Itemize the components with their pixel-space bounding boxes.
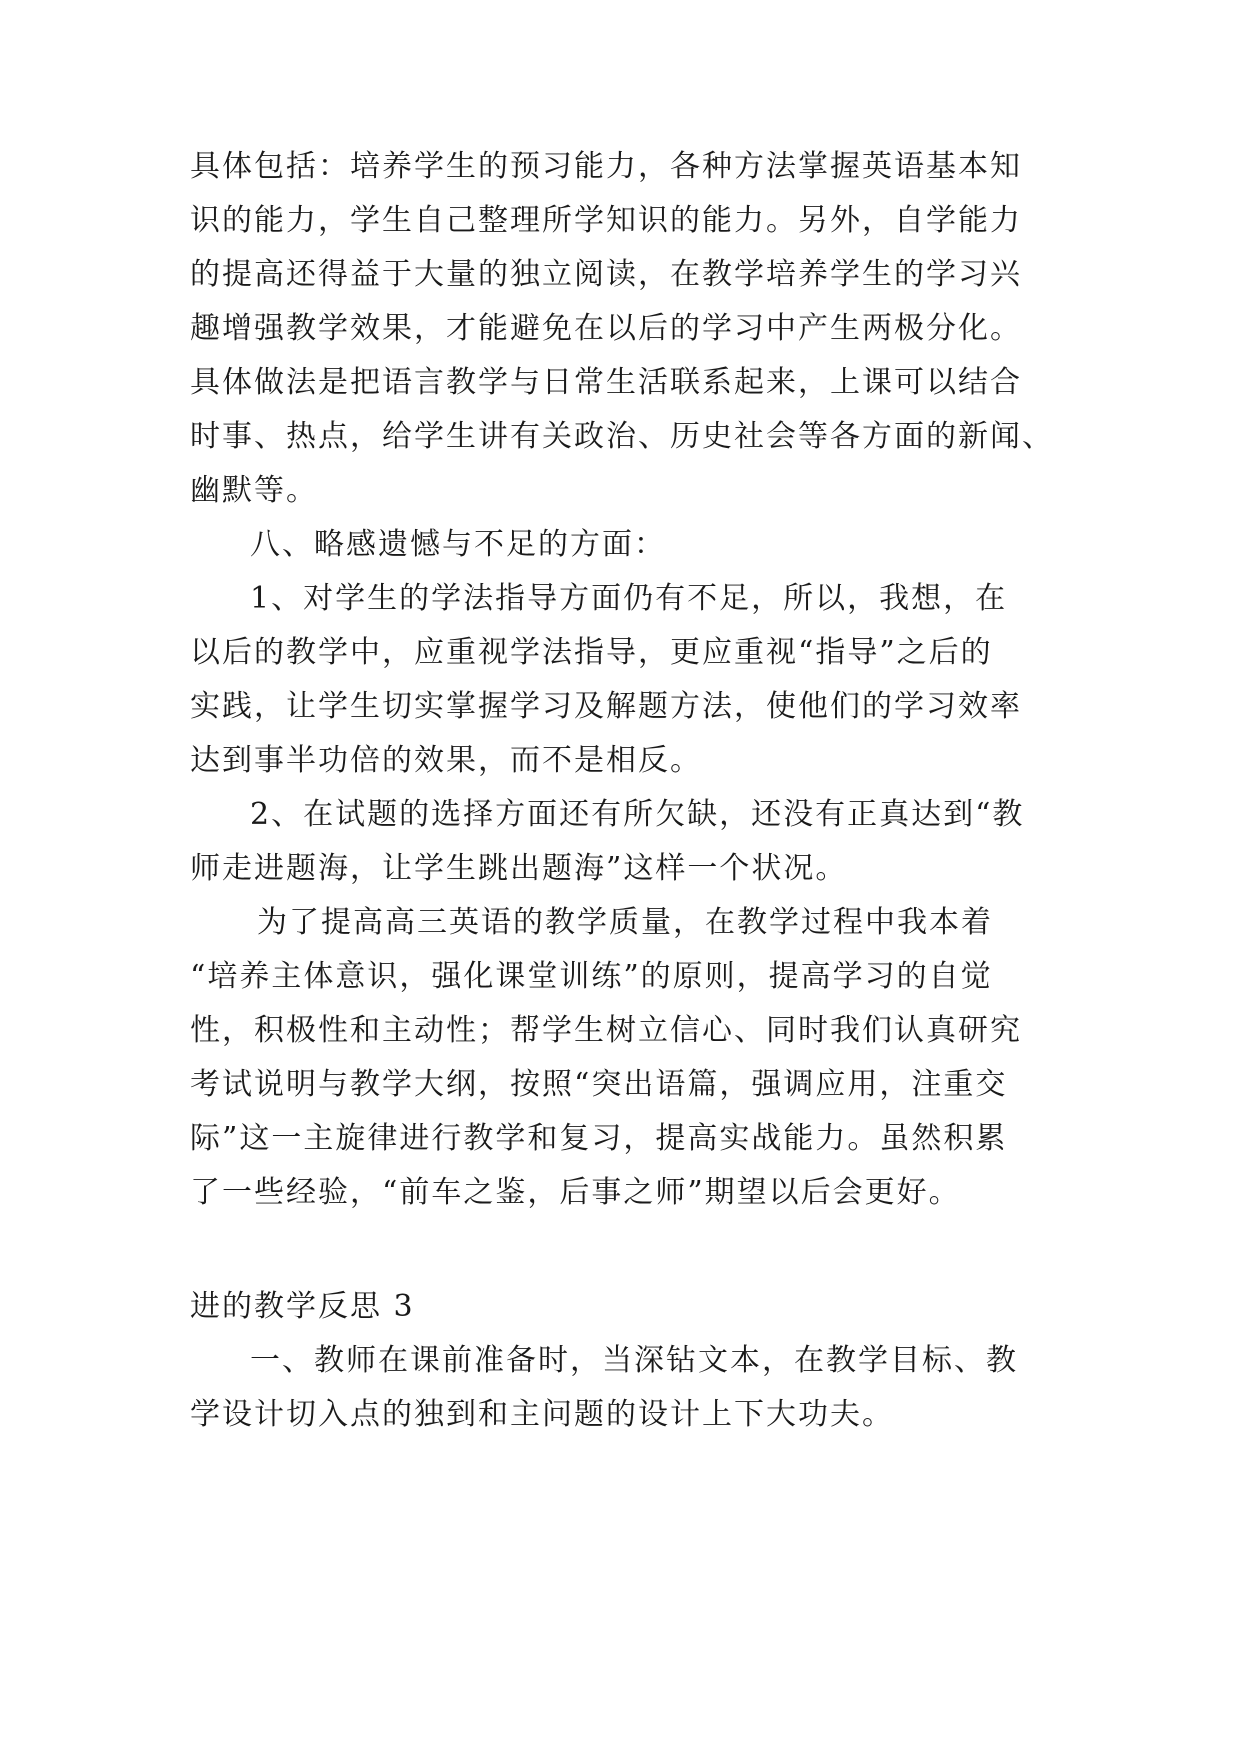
paragraph-line: 时事、热点，给学生讲有关政治、历史社会等各方面的新闻、: [190, 419, 1054, 454]
paragraph-line: 具体做法是把语言教学与日常生活联系起来，上课可以结合: [190, 365, 1022, 400]
paragraph-line: 一、教师在课前准备时，当深钻文本，在教学目标、教: [250, 1343, 1018, 1378]
paragraph-line: 为了提高高三英语的教学质量，在教学过程中我本着: [257, 905, 993, 940]
paragraph-line: “培养主体意识，强化课堂训练”的原则，提高学习的自觉: [190, 959, 993, 994]
paragraph-line: 了一些经验，“前车之鉴，后事之师”期望以后会更好。: [190, 1175, 961, 1210]
paragraph-line: 具体包括：培养学生的预习能力，各种方法掌握英语基本知: [190, 149, 1022, 184]
paragraph-line: 达到事半功倍的效果，而不是相反。: [190, 743, 702, 778]
paragraph-line: 的提高还得益于大量的独立阅读，在教学培养学生的学习兴: [190, 257, 1022, 292]
paragraph-line: 2、在试题的选择方面还有所欠缺，还没有正真达到“教: [250, 797, 1025, 832]
paragraph-line: 际”这一主旋律进行教学和复习，提高实战能力。虽然积累: [190, 1121, 1008, 1156]
paragraph-line: 学设计切入点的独到和主问题的设计上下大功夫。: [190, 1397, 894, 1432]
section-title: 进的教学反思 3: [190, 1289, 415, 1324]
paragraph-line: 识的能力，学生自己整理所学知识的能力。另外，自学能力: [190, 203, 1022, 238]
paragraph-line: 幽默等。: [190, 473, 318, 508]
paragraph-line: 性，积极性和主动性；帮学生树立信心、同时我们认真研究: [190, 1013, 1022, 1048]
paragraph-line: 1、对学生的学法指导方面仍有不足，所以，我想，在: [250, 581, 1008, 616]
paragraph-line: 考试说明与教学大纲，按照“突出语篇，强调应用，注重交: [190, 1067, 1008, 1102]
section-heading: 八、略感遗憾与不足的方面：: [250, 527, 666, 562]
paragraph-line: 实践，让学生切实掌握学习及解题方法，使他们的学习效率: [190, 689, 1022, 724]
paragraph-line: 以后的教学中，应重视学法指导，更应重视“指导”之后的: [190, 635, 993, 670]
paragraph-line: 趣增强教学效果，才能避免在以后的学习中产生两极分化。: [190, 311, 1022, 346]
paragraph-line: 师走进题海，让学生跳出题海”这样一个状况。: [190, 851, 848, 886]
